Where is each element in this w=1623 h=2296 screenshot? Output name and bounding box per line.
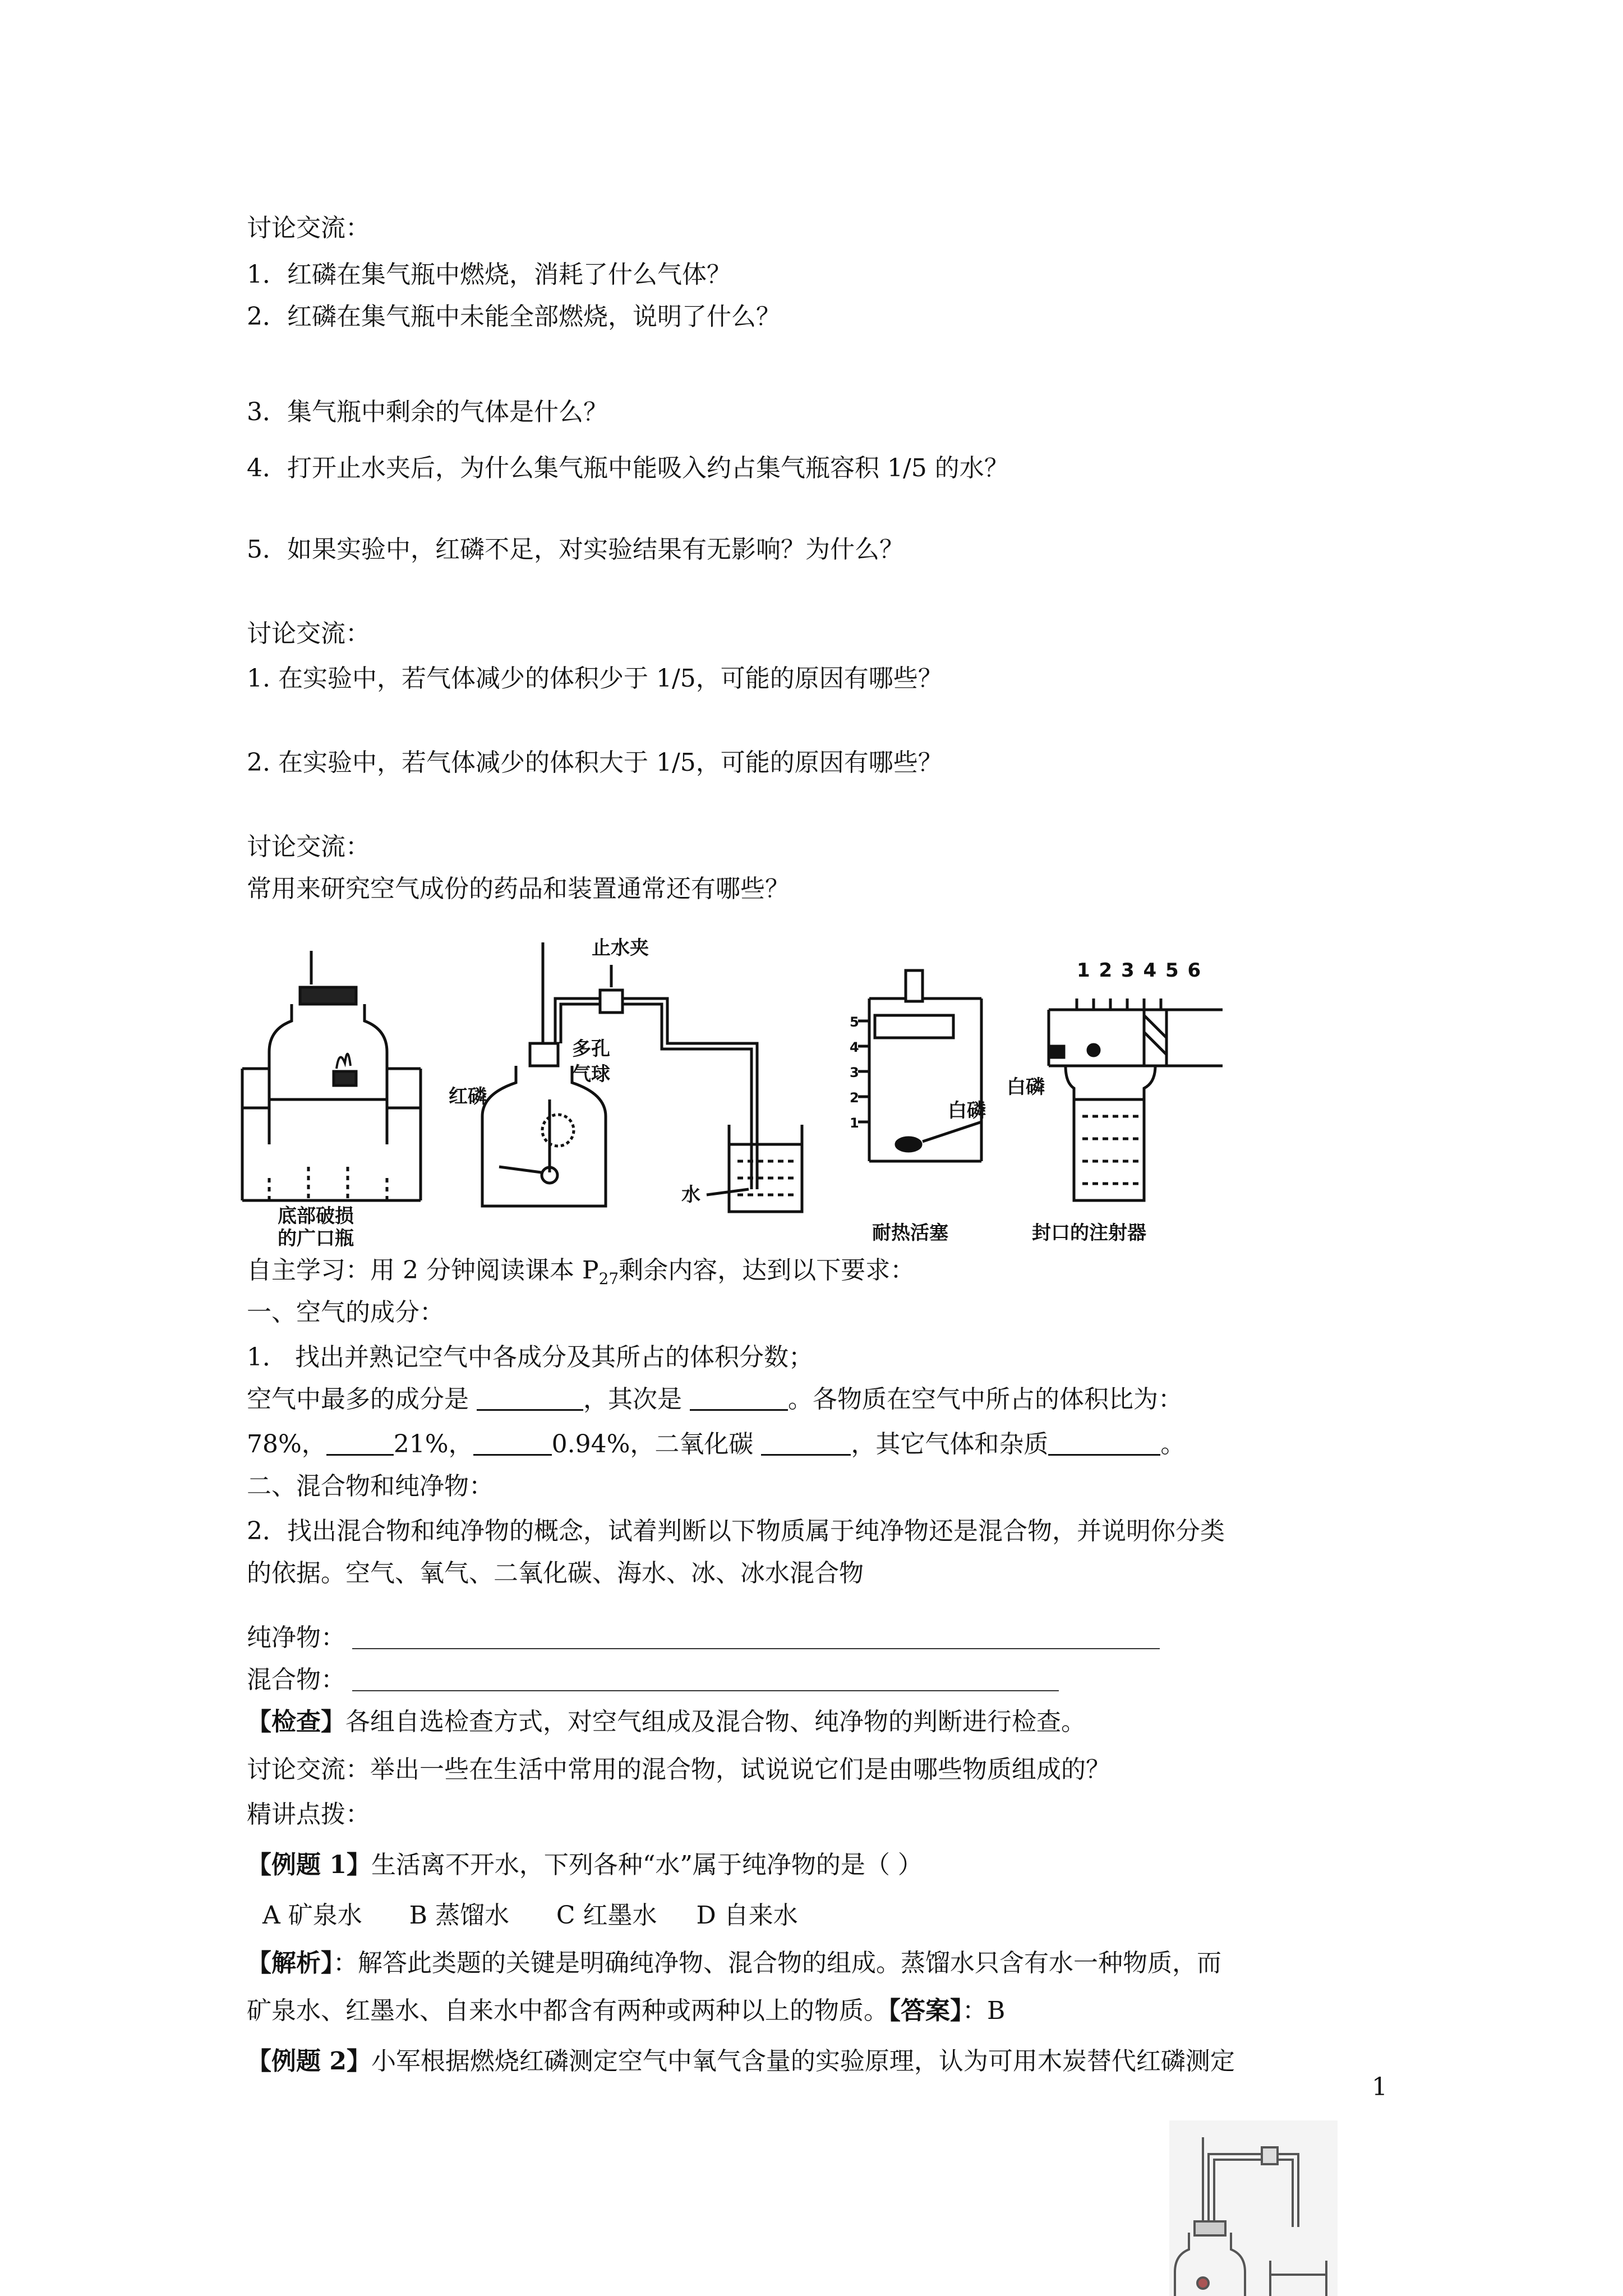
cropped-apparatus-image bbox=[1169, 2120, 1338, 2296]
analysis-line-1 bbox=[247, 1947, 1221, 1980]
discussion-heading-1: 讨论交流： bbox=[247, 214, 370, 242]
self-study-suffix: 剩余内容，达到以下要求： bbox=[619, 1256, 915, 1285]
blank-nitrogen[interactable] bbox=[326, 1432, 394, 1456]
question-more-than-fifth: 2. 在实验中，若气体减少的体积大于 1/5，可能的原因有哪些？ bbox=[247, 748, 943, 777]
pure-answer-field[interactable] bbox=[352, 1626, 1160, 1649]
broken-jar-apparatus bbox=[242, 951, 421, 1200]
piston-apparatus bbox=[858, 970, 981, 1161]
scale-mark-3: 3 bbox=[850, 1065, 859, 1080]
apparatus-figure bbox=[236, 931, 1245, 1250]
lecture-heading: 精讲点拨： bbox=[247, 1800, 370, 1829]
fill-line-1 bbox=[247, 1383, 1183, 1416]
blank-second-component[interactable] bbox=[690, 1387, 788, 1411]
apparatus-question: 常用来研究空气成份的药品和装置通常还有哪些？ bbox=[247, 875, 790, 903]
self-study-page-sub: 27 bbox=[598, 1269, 619, 1288]
caption-broken-jar-2: 的广口瓶 bbox=[278, 1227, 354, 1250]
pure-substance-line bbox=[247, 1621, 1160, 1655]
example-2 bbox=[247, 2045, 1235, 2078]
label-porous: 多孔 bbox=[572, 1038, 610, 1060]
blank-carbon-dioxide[interactable] bbox=[761, 1432, 851, 1456]
question-3: 3．集气瓶中剩余的气体是什么？ bbox=[247, 398, 608, 426]
label-white-phosphorus-piston: 白磷 bbox=[948, 1099, 986, 1122]
answer-value: ：B bbox=[962, 1996, 1006, 2025]
self-study-prefix: 自主学习：用 2 分钟阅读课本 P bbox=[247, 1256, 599, 1285]
label-white-phosphorus-syringe: 白磷 bbox=[1007, 1076, 1045, 1098]
syringe-apparatus bbox=[1049, 999, 1223, 1200]
check-text: 各组自选检查方式，对空气组成及混合物、纯净物的判断进行检查。 bbox=[345, 1708, 1086, 1736]
analysis-text-2: 矿泉水、红墨水、自来水中都含有两种或两种以上的物质。 bbox=[247, 1996, 888, 2025]
flask-balloon-apparatus bbox=[482, 942, 802, 1212]
mixture-answer-field[interactable] bbox=[352, 1668, 1059, 1691]
caption-syringe: 封口的注射器 bbox=[1032, 1222, 1146, 1244]
analysis-tag: 【解析】 bbox=[247, 1949, 333, 1977]
analysis-line-2 bbox=[247, 1994, 1005, 2028]
fill-line-2 bbox=[247, 1428, 1185, 1461]
self-study-line bbox=[247, 1254, 915, 1296]
example-2-text: 小军根据燃烧红磷测定空气中氧气含量的实验原理，认为可用木炭替代红磷测定 bbox=[371, 2047, 1235, 2076]
pure-label: 纯净物： bbox=[247, 1623, 345, 1652]
mixture-label: 混合物： bbox=[247, 1665, 345, 1694]
fill2-c: 0.94%，二氧化碳 bbox=[551, 1430, 762, 1458]
item-mixture-concept-1: 2．找出混合物和纯净物的概念，试着判断以下物质属于纯净物还是混合物，并说明你分类 bbox=[247, 1517, 1225, 1545]
question-5: 5．如果实验中，红磷不足，对实验结果有无影响？为什么？ bbox=[247, 535, 904, 564]
blank-most-component[interactable] bbox=[477, 1387, 583, 1411]
example-1-options: A 矿泉水 B 蒸馏水 C 红墨水 D 自来水 bbox=[247, 1901, 798, 1930]
label-stop-clamp: 止水夹 bbox=[592, 937, 649, 959]
discussion-heading-3: 讨论交流： bbox=[247, 832, 370, 861]
answer-tag: 【答案】 bbox=[888, 1996, 962, 2025]
section-air-components: 一、空气的成分： bbox=[247, 1298, 444, 1327]
discussion-heading-2: 讨论交流： bbox=[247, 619, 370, 648]
question-2: 2．红磷在集气瓶中未能全部燃烧，说明了什么？ bbox=[247, 302, 781, 331]
fill2-e: 。 bbox=[1160, 1430, 1186, 1458]
check-tag: 【检查】 bbox=[247, 1708, 345, 1736]
check-line bbox=[247, 1705, 1086, 1739]
fill1-c: 。各物质在空气中所占的体积比为： bbox=[788, 1385, 1183, 1414]
caption-piston: 耐热活塞 bbox=[872, 1222, 948, 1244]
example-1-tag: 【例题 1】 bbox=[247, 1851, 371, 1879]
analysis-text: ：解答此类题的关键是明确纯净物、混合物的组成。蒸馏水只含有水一种物质，而 bbox=[333, 1949, 1221, 1977]
item-find-components: 1． 找出并熟记空气中各成分及其所占的体积分数； bbox=[247, 1343, 813, 1372]
fill1-a: 空气中最多的成分是 bbox=[247, 1385, 477, 1414]
question-less-than-fifth: 1. 在实验中，若气体减少的体积少于 1/5，可能的原因有哪些？ bbox=[247, 664, 943, 693]
scale-mark-5: 5 bbox=[850, 1014, 859, 1030]
label-water: 水 bbox=[681, 1184, 700, 1206]
item-mixture-concept-2: 的依据。空气、氧气、二氧化碳、海水、冰、冰水混合物 bbox=[247, 1559, 864, 1588]
label-syringe-scale: 1 2 3 4 5 6 bbox=[1077, 959, 1202, 982]
section-mixtures: 二、混合物和纯净物： bbox=[247, 1472, 494, 1501]
scale-mark-4: 4 bbox=[850, 1039, 859, 1055]
label-balloon: 气球 bbox=[572, 1063, 610, 1085]
fill1-b: ，其次是 bbox=[583, 1385, 690, 1414]
blank-oxygen[interactable] bbox=[473, 1432, 552, 1456]
caption-broken-jar-1: 底部破损 bbox=[278, 1205, 354, 1227]
fill2-b: 21%， bbox=[393, 1430, 473, 1458]
example-1 bbox=[247, 1848, 923, 1882]
example-1-text: 生活离不开水，下列各种“水”属于纯净物的是（ ） bbox=[371, 1851, 923, 1879]
mixture-line bbox=[247, 1663, 1059, 1697]
label-red-phosphorus: 红磷 bbox=[449, 1085, 487, 1108]
question-1: 1．红磷在集气瓶中燃烧，消耗了什么气体？ bbox=[247, 260, 731, 289]
discussion-mixtures: 讨论交流：举出一些在生活中常用的混合物，试说说它们是由哪些物质组成的？ bbox=[247, 1755, 1110, 1784]
page-number: 1 bbox=[1372, 2073, 1387, 2101]
fill2-a: 78%， bbox=[247, 1430, 326, 1458]
example-2-tag: 【例题 2】 bbox=[247, 2047, 371, 2076]
fill2-d: ，其它气体和杂质 bbox=[851, 1430, 1049, 1458]
scale-mark-2: 2 bbox=[850, 1090, 859, 1106]
blank-other-gases[interactable] bbox=[1048, 1432, 1160, 1456]
scale-mark-1: 1 bbox=[850, 1115, 859, 1131]
question-4: 4．打开止水夹后，为什么集气瓶中能吸入约占集气瓶容积 1/5 的水？ bbox=[247, 454, 1009, 482]
